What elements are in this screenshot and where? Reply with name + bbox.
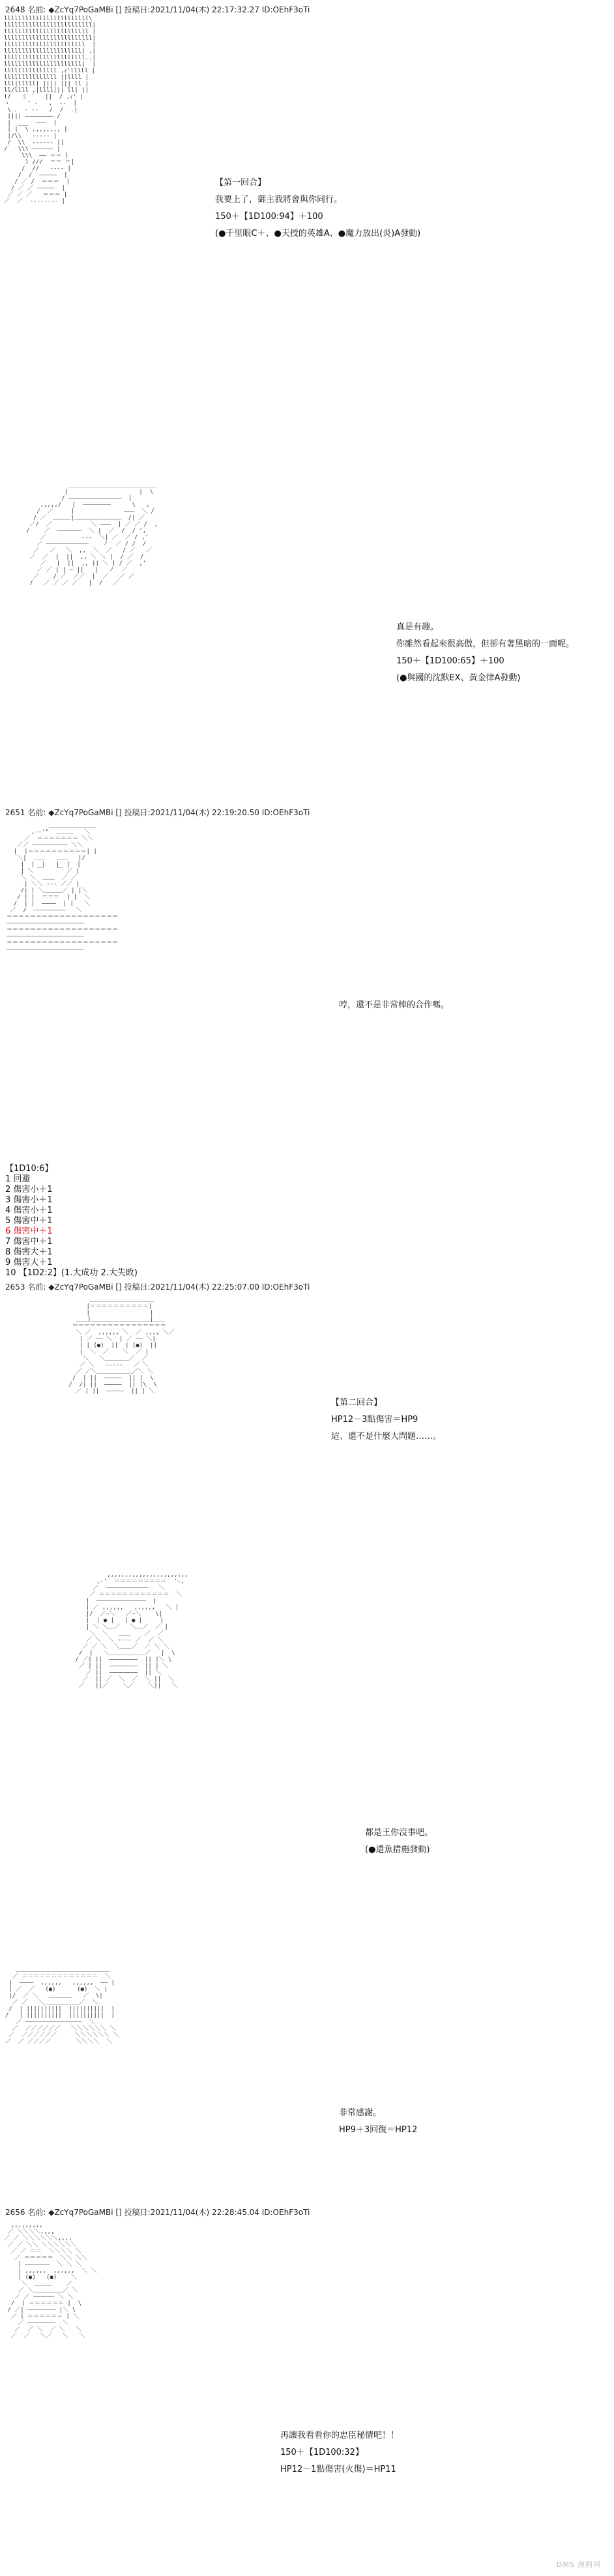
table-row: 5 傷害中＋1 <box>5 1216 53 1226</box>
damage-table <box>5 1164 138 1279</box>
dialogue-line: 哼，還不是非常棒的合作嗎。 <box>339 1000 450 1010</box>
table-row: 7 傷害中＋1 <box>5 1237 53 1247</box>
table-title: 【1D10:6】 <box>5 1164 53 1174</box>
ascii-art-warrior: llllllllllllllllllllllll\ lllllllllllllllllllllllll| llllllllllllllllllllllll | lllllllllllllllllllllllll| lllllllllllllllllllllll | llllllllllllllllllllll| .| lllllllllllllllllllllll..| llllllllllllllllllllll| | lllllllllllllll ,ｨ'lllll | lllllllllllllll ||llll | lll|lllll| |||| ||| ll | ll/llll ,|llll||| ll| || l/ ミ ´ || / ,ｨ' | ヽ ' ‐ , ‐‐ | \ ､ ‐ -- / / .| |||| ―――――――― / | ___ ――― | | | \ ,,,,,,,, | |/\\ ‐‐‐‐‐ | / \\ ‐‐‐‐‐‐ || / \\\ ―――――― | \\\ ―― ＝＝ | ) /// ＝＝ ＝| / // ‐‐‐‐ | / / ――――― | / ／ / ＝＝＝ | / ／ ／ ――――― | ／ ／ ／ ＝＝＝ | ／ ／ ‐‐‐‐‐‐‐‐ | <box>4 16 96 205</box>
ascii-art-final-figure: ,,,,,,,,, ／ ＼＼＼＼,,,, ／ ／ ＼＼＼＼＼＼,,,, ／ ／ ＼＼ ＼＼＼＼＼＼ ／ ／ ＝＝ ＼＼＼＼ ＼ ／ ＝＝＝＝＝ ＼＼ ＼＼ | ――――――― ＼ ＼ ＼ | ,,,,,, ,,,,,, ＼ ＼ | (●) (●) ＼ ＼ ＿＿＿ ／ ／ ＼＿＿＿＿＿／ ＼ ／ ／ ―――――― ＼ ＼ / | ＝＝＝＝＝＝ | \ / ／| ―――――――― |＼ \ ／ | ＝＝＝＝＝＝ | ＼ ／ ―――――――― ＼ ／ ／ ＼ ／ ＼ ＼ ／ ／ ＼／ ＼ ＼ <box>4 2222 97 2339</box>
ascii-art-seated-figure: ＿＿＿＿＿＿＿＿ ,-‐'" ＿＿＿ ＼ ／ ＝＝＝＝＝＝＝ ＼＼ ／／ ―――――――――― ＼＼ | |＝＝＝＝＝＝＝＝＝＝| | ＼| ＿＿ ＿＿ |/ | | | | | | | ＼ ￣ ￣ ／ | ＼ ＼ ＿＿ ／ ／ | ＼＼ ‐‐‐ ／／ | /| | ＼＿＿＿／ | |＼ / | | ＝＝＝ | | ＼ / | | ―――― | | ＼ ／ / ――――――――― ＼ ＝＝＝＝＝＝＝＝＝＝＝＝＝＝＝＝＝＝＝ ―――――――――――――――――――――― ＝＝＝＝＝＝＝＝＝＝＝＝＝＝＝＝＝＝＝ ―――――――――――――――――――――― ＝＝＝＝＝＝＝＝＝＝＝＝＝＝＝＝＝＝＝ ―――――――――――――――――――――― <box>7 822 119 953</box>
dialogue-line: 真是有趣。 <box>396 622 439 632</box>
table-row: 9 傷害大＋1 <box>5 1258 53 1267</box>
coop-text <box>339 997 449 1014</box>
watermark-brand: DMS <box>557 2560 575 2569</box>
dialogue-line: 這、還不是什麼大問題……。 <box>331 1432 442 1441</box>
table-row: 3 傷害小＋1 <box>5 1195 53 1205</box>
final-text <box>280 2427 399 2478</box>
dialogue-line: 我要上了，御主我將會與你同行。 <box>215 195 343 205</box>
hp-line: HP9＋3回復＝HP12 <box>339 2125 418 2135</box>
round-title: 【第一回合】 <box>215 178 267 188</box>
round1-text <box>215 175 420 242</box>
dialogue-line: 非常感謝。 <box>339 2108 382 2118</box>
round2-text <box>331 1395 441 1445</box>
table-row: 8 傷害大＋1 <box>5 1247 53 1257</box>
skill-line: (●千里眼C＋、●天授的英雄A、●魔力放出(炎)A發動) <box>215 229 421 239</box>
watermark-logo <box>554 2554 601 2571</box>
ascii-art-gun-figure: ＿＿＿＿＿＿＿＿＿＿＿＿＿＿＿ | | \ / ――――――――――――――― | ,,,,,/ | ―――――――― \ , / ／ | ――― ＼ / / ／ ＿＿＿|＿＿＿＿＿＿＿＿ /| ／ ／/ ／ ＼ ――― | ／ ／ / , / ／ ――――――― ＼ | ／ / / ', ／ ‐‐‐ ＼| ／ ／ / ,' ／ ―――――――――――― ノ ／ / / / ／ ／ ＼ ,, ＼ ／ / ／ ／ ／ ／ | || ,, ＼ ＼ | / ／ / ／ | || ,, || ＼ | / ／ ,' ／ ／ | | ― || | ノ ／ ／ / ／ ／／ | ／ ／ ／ / ／ ／ ／ ／ | / ／ <box>26 482 158 586</box>
post-header: 2656 名前: ◆ZcYq7PoGaMBi [] 投稿日:2021/11/04(木) 22:28:45.04 ID:OEhF3oTi <box>5 2208 310 2217</box>
ascii-art-bowing-figure: ＿＿＿＿＿＿＿＿＿＿＿＿＿＿＿＿ ／ ＝＝＝＝＝＝＝＝＝＝＝＝＝ ＼ | ―――― ,,,,,, ,,,,,, ―― | | ／ ／ (●) (●) ＼ | |/ ／ ＼ ＿＿＿＿ ／ \| ／ ／ ＼＿＿＿＿＿＿／ ＼ / | |||||||||| |||||||||| | / | |||||||||| |||||||||| | ／ ―――――――――――――――― ＼ ／ ／／／／／／ ＼＼＼＼＼＼ ＼ ／ ／／／／／／ ＼＼＼＼＼＼ ＼ ／ ／ ／／／／ ＼＼＼＼ ＼ <box>5 1967 119 2045</box>
skill-line: (●還魚措施發動) <box>365 1845 430 1855</box>
post-header: 2653 名前: ◆ZcYq7PoGaMBi [] 投稿日:2021/11/04(木) 22:25:07.00 ID:OEhF3oTi <box>5 1282 310 1292</box>
table-row-highlight: 6 傷害中＋1 <box>5 1226 53 1236</box>
table-row: 2 傷害小＋1 <box>5 1185 53 1194</box>
table-row: 10 【1D2:2】(1.大成功 2.大失敗) <box>5 1268 138 1278</box>
thanks-text <box>339 2105 417 2139</box>
dialogue-line: 都是王你沒事吧。 <box>365 1828 433 1838</box>
roll-line: 150＋【1D100:94】＋100 <box>215 212 323 222</box>
hp-line: HP12－3點傷害＝HP9 <box>331 1415 418 1425</box>
post-header: 2651 名前: ◆ZcYq7PoGaMBi [] 投稿日:2021/11/04(木) 22:19:20.50 ID:OEhF3oTi <box>5 808 310 817</box>
servant-text <box>365 1825 433 1859</box>
post-header: 2648 名前: ◆ZcYq7PoGaMBi [] 投稿日:2021/11/04(木) 22:17:32.27 ID:OEhF3oTi <box>5 5 310 14</box>
table-row: 4 傷害小＋1 <box>5 1206 53 1215</box>
beauty-text <box>396 619 574 687</box>
dialogue-line: 你雖然看起來很高傲，但卻有著黑暗的一面呢。 <box>396 639 575 649</box>
ascii-art-hatted-figure: ＿＿＿＿＿＿＿＿＿＿＿ |＝＝＝＝＝＝＝＝＝＝| | | ＿＿|＿＿＿＿＿＿＿＿＿＿|＿＿ ＝＝＝＝＝＝＝＝＝＝＝＝＝＝＝＝ ＼ ／ ,,,,,, ＼ ／ ,,,, ＼／ | ／ ―― ＼ | ／ ―― ＼| | | (●) || | (●) || | ＼ ／ ＼ ／ | ＼ ＼＿＿＿＿／ ／ ／ ＼ ‐‐‐‐‐ ／ ＼ ／ ／＼＿＿＿＿＿＿／＼ ＼ / | || ――――― || | \ / /| || ――――― || |\ \ ／ | || ――――― || | ＼ <box>68 1297 175 1395</box>
roll-line: 150＋【1D100:32】 <box>280 2448 364 2457</box>
round-title: 【第二回合】 <box>331 1398 383 1408</box>
table-row: 1 回避 <box>5 1174 31 1184</box>
dialogue-line: 再讓我看看你的忠臣秘情吧！！ <box>280 2431 400 2440</box>
watermark-sub: 漫画网 <box>577 2560 601 2569</box>
ascii-art-servant-figure: ,,,,,,,,,,,,,,,,,,,,,,, ,‐' ＝＝＝＝＝＝＝＝＝ '‐, ／ ―――――――――――― ＼ ／ ＝＝＝＝＝＝＝＝＝＝＝＝ ＼ | ―――――――――――――― | | ／ ,,,,,, ,,,,,, ＼ | |/ ／―＼ ／―＼ \| | | ● | | ● | | | ＼ ＼＿／ ＼＿／ ／ | ＼ ＼ ＿＿ ／ ／ ／ ＼ ＼ ‐‐‐‐ ／ ／ ＼ ／ ／ ＼ ＼＿＿／ ／ ＼ ＼ / | ＼＿＿＿＿＿＿／ | \ / ／| || ―――――――― || |＼ \ ／ | || ―――――――― || | ＼ ／ || ―――――――― || ＼ ／ || ／ ＼ ／ ＼ || ＼ ／ ||／ ＼／ ＼|| ＼ <box>75 1572 188 1689</box>
roll-line: 150＋【1D100:65】＋100 <box>396 656 504 666</box>
hp-line: HP12－1點傷害(火傷)＝HP11 <box>280 2465 396 2474</box>
skill-line: (●與國的沈默EX、黃金律A發動) <box>396 673 521 683</box>
